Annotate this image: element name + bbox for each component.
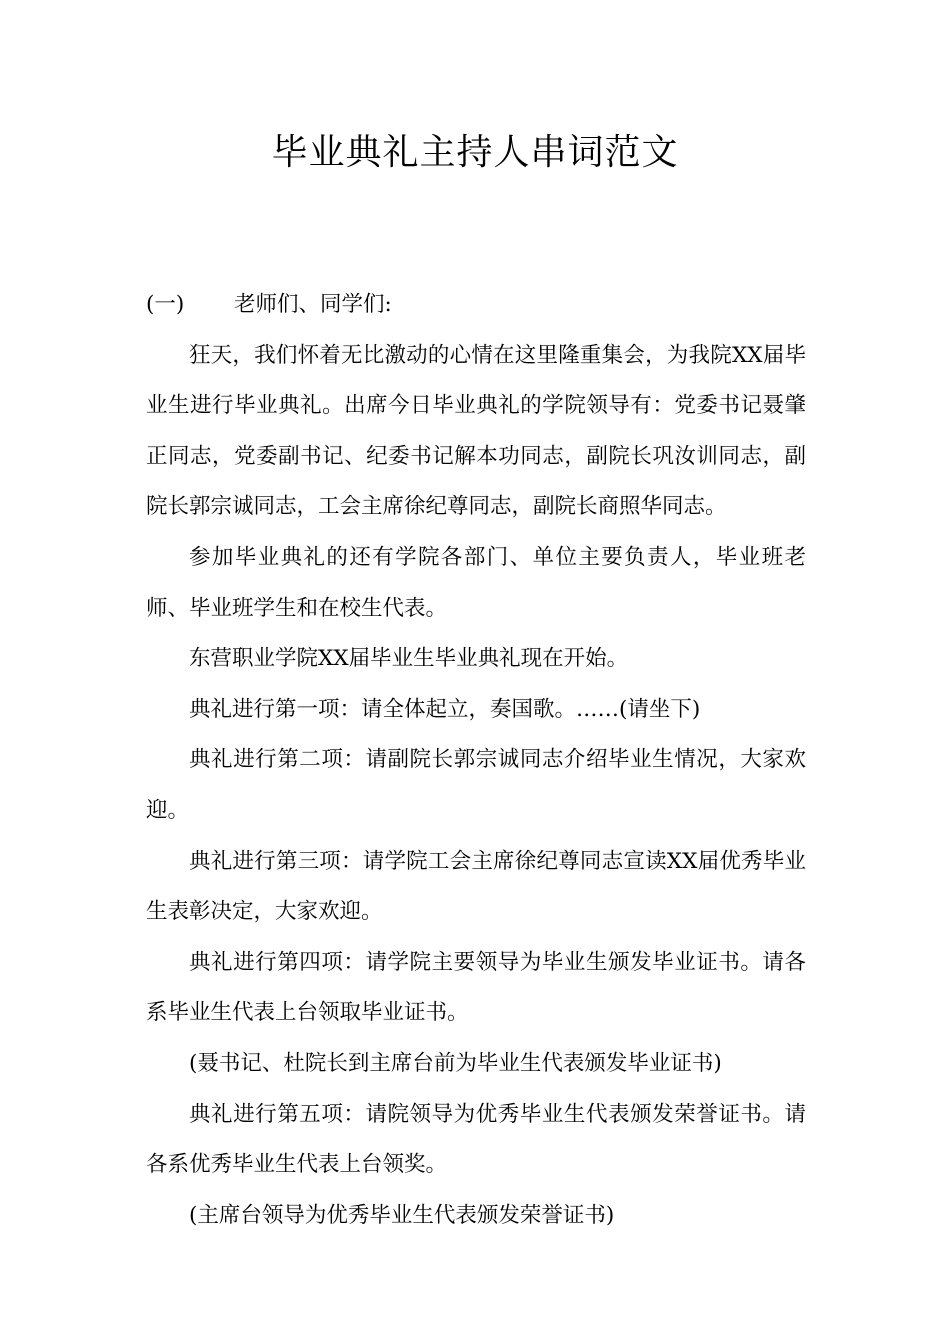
paragraph: 典礼进行第三项：请学院工会主席徐纪尊同志宣读XX届优秀毕业生表彰决定，大家欢迎。 — [146, 848, 806, 925]
paragraph: 典礼进行第一项：请全体起立，奏国歌。……(请坐下) — [189, 696, 701, 722]
document-title: 毕业典礼主持人串词范文 — [271, 132, 679, 173]
paragraph: 典礼进行第四项：请学院主要领导为毕业生颁发毕业证书。请各系毕业生代表上台领取毕业证书。 — [146, 949, 806, 1026]
section-heading — [146, 280, 806, 331]
paragraph: (主席台领导为优秀毕业生代表颁发荣誉证书) — [189, 1202, 615, 1228]
paragraph: 东营职业学院XX届毕业生毕业典礼现在开始。 — [189, 646, 629, 672]
paragraph: 参加毕业典礼的还有学院各部门、单位主要负责人，毕业班老师、毕业班学生和在校生代表。 — [146, 544, 806, 621]
paragraph: 典礼进行第二项：请副院长郭宗诚同志介绍毕业生情况，大家欢迎。 — [146, 747, 806, 823]
paragraph: 典礼进行第五项：请院领导为优秀毕业生代表颁发荣誉证书。请各系优秀毕业生代表上台领奖。 — [146, 1101, 806, 1178]
greeting-text: 老师们、同学们: — [234, 292, 392, 317]
section-number: (一) — [146, 292, 185, 317]
paragraph: 狂天，我们怀着无比激动的心情在这里隆重集会，为我院XX届毕业生进行毕业典礼。出席今日毕业典礼的学院领导有：党委书记聂肇正同志，党委副书记、纪委书记解本功同志，副院长巩汝训同志，副院长郭宗诚同志，工会主席徐纪尊同志，副院长商照华同志。 — [146, 342, 806, 520]
document-body — [146, 280, 806, 1241]
paragraph: (聂书记、杜院长到主席台前为毕业生代表颁发毕业证书) — [189, 1050, 722, 1076]
